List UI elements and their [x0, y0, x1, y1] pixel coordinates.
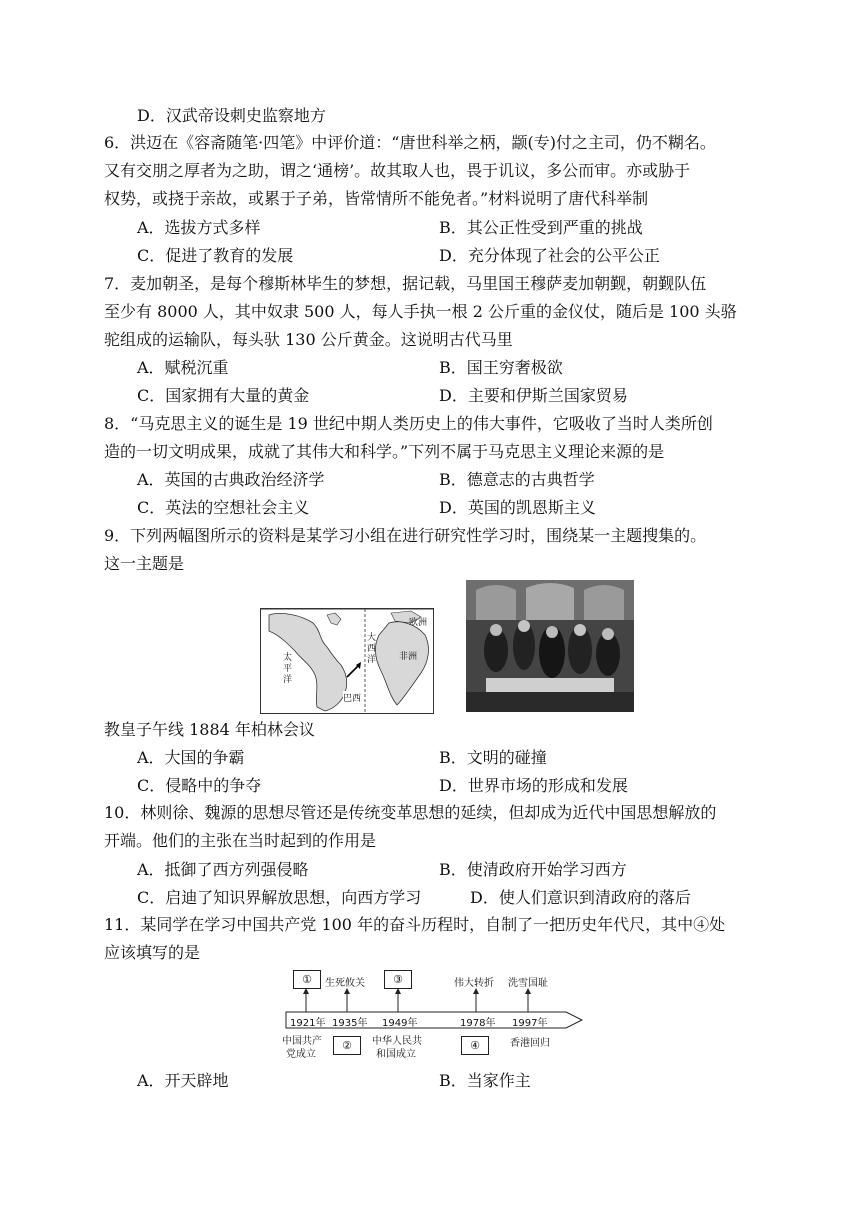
timeline-label-weida: 伟大转折	[454, 978, 494, 989]
q8-option-b: B．德意志的古典哲学	[439, 470, 595, 489]
timeline-label-xixue: 洗雪国耻	[508, 978, 548, 989]
conference-painting	[466, 580, 634, 712]
timeline-event-cpc-founding-a: 中国共产	[282, 1036, 322, 1047]
image-captions: 教皇子午线 1884 年柏林会议	[104, 720, 315, 739]
timeline-year-1935: 1935年	[332, 1018, 368, 1029]
question-11-line2: 应该填写的是	[104, 943, 201, 962]
q10-option-d: D．使人们意识到清政府的落后	[470, 888, 691, 907]
brazil-label: 巴西	[343, 691, 361, 704]
q11-option-b: B．当家作主	[439, 1071, 531, 1090]
question-8-line2: 造的一切文明成果，成就了其伟大和科学。”下列不属于马克思主义理论来源的是	[104, 442, 665, 461]
q8-option-d: D．英国的凯恩斯主义	[439, 498, 596, 517]
timeline-year-1949: 1949年	[382, 1018, 418, 1029]
q8-option-c: C．英法的空想社会主义	[137, 498, 310, 517]
question-9-line2: 这一主题是	[104, 554, 185, 573]
q7-option-c: C．国家拥有大量的黄金	[137, 386, 310, 405]
q7-option-b: B．国王穷奢极欲	[439, 358, 563, 377]
option-d-q5: D．汉武帝设刺史监察地方	[137, 106, 326, 125]
europe-label: 欧洲	[409, 618, 428, 628]
question-10-line1: 10．林则徐、魏源的思想尽管还是传统变革思想的延续，但却成为近代中国思想解放的	[104, 803, 717, 822]
timeline-event-prc-b: 和国成立	[376, 1049, 416, 1060]
timeline-year-1921: 1921年	[290, 1018, 326, 1029]
timeline-year-1978: 1978年	[460, 1018, 496, 1029]
timeline-event-hk-return: 香港回归	[510, 1038, 550, 1049]
timeline-box-3: ③	[384, 970, 412, 989]
pacific-label: 太平洋	[283, 653, 293, 685]
q10-option-c: C．启迪了知识界解放思想，向西方学习	[137, 888, 422, 907]
timeline-box-2: ②	[333, 1036, 361, 1055]
question-11-line1: 11．某同学在学习中国共产党 100 年的奋斗历程时，自制了一把历史年代尺，其中④处	[104, 915, 726, 934]
q9-option-d: D．世界市场的形成和发展	[439, 776, 628, 795]
q6-option-d: D．充分体现了社会的公平公正	[439, 246, 660, 265]
question-10-line2: 开端。他们的主张在当时起到的作用是	[104, 831, 377, 850]
question-6-line2: 又有交朋之厚者为之助，谓之‘通榜’。故其取人也，畏于讥议，多公而审。亦或胁于	[104, 161, 691, 180]
question-6-line3: 权势，或挠于亲故，或累于子弟，皆常情所不能免者。”材料说明了唐代科举制	[104, 189, 649, 208]
papal-meridian-map	[260, 608, 434, 714]
q11-option-a: A．开天辟地	[137, 1071, 229, 1090]
question-7-line3: 驼组成的运输队，每头驮 130 公斤黄金。这说明古代马里	[104, 330, 513, 349]
question-6-line1: 6．洪迈在《容斋随笔·四笔》中评价道：“唐世科举之柄，颛(专)付之主司，仍不糊名。	[104, 133, 716, 152]
q6-option-b: B．其公正性受到严重的挑战	[439, 218, 643, 237]
africa-label: 非洲	[399, 652, 418, 662]
q10-option-b: B．使清政府开始学习西方	[439, 860, 627, 879]
question-7-line1: 7．麦加朝圣，是每个穆斯林毕生的梦想，据记载，马里国王穆萨麦加朝觐，朝觐队伍	[104, 274, 707, 293]
timeline-box-1: ①	[293, 970, 321, 989]
timeline-year-1997: 1997年	[512, 1018, 548, 1029]
question-7-line2: 至少有 8000 人，其中奴隶 500 人，每人手执一根 2 公斤重的金仪仗，随后是 100 头骆	[104, 302, 737, 321]
berlin-conference-photo	[466, 580, 634, 712]
q6-option-a: A．选拔方式多样	[137, 218, 261, 237]
timeline-box-4: ④	[461, 1036, 489, 1055]
q9-option-a: A．大国的争霸	[137, 748, 245, 767]
q6-option-c: C．促进了教育的发展	[137, 246, 294, 265]
q7-option-a: A．赋税沉重	[137, 358, 229, 377]
history-timeline-ruler	[276, 966, 586, 1062]
q8-option-a: A．英国的古典政治经济学	[137, 470, 325, 489]
timeline-event-cpc-founding-b: 党成立	[286, 1049, 316, 1060]
question-9-line1: 9．下列两幅图所示的资料是某学习小组在进行研究性学习时，围绕某一主题搜集的。	[104, 526, 707, 545]
q10-option-a: A．抵御了西方列强侵略	[137, 860, 309, 879]
q9-option-c: C．侵略中的争夺	[137, 776, 262, 795]
q7-option-d: D．主要和伊斯兰国家贸易	[439, 386, 628, 405]
atlantic-label: 大西洋	[367, 633, 377, 665]
q9-option-b: B．文明的碰撞	[439, 748, 547, 767]
timeline-event-prc-a: 中华人民共	[372, 1036, 422, 1047]
timeline-label-shengsi: 生死攸关	[325, 978, 365, 989]
question-8-line1: 8．“马克思主义的诞生是 19 世纪中期人类历史上的伟大事件，它吸收了当时人类所创	[104, 414, 713, 433]
